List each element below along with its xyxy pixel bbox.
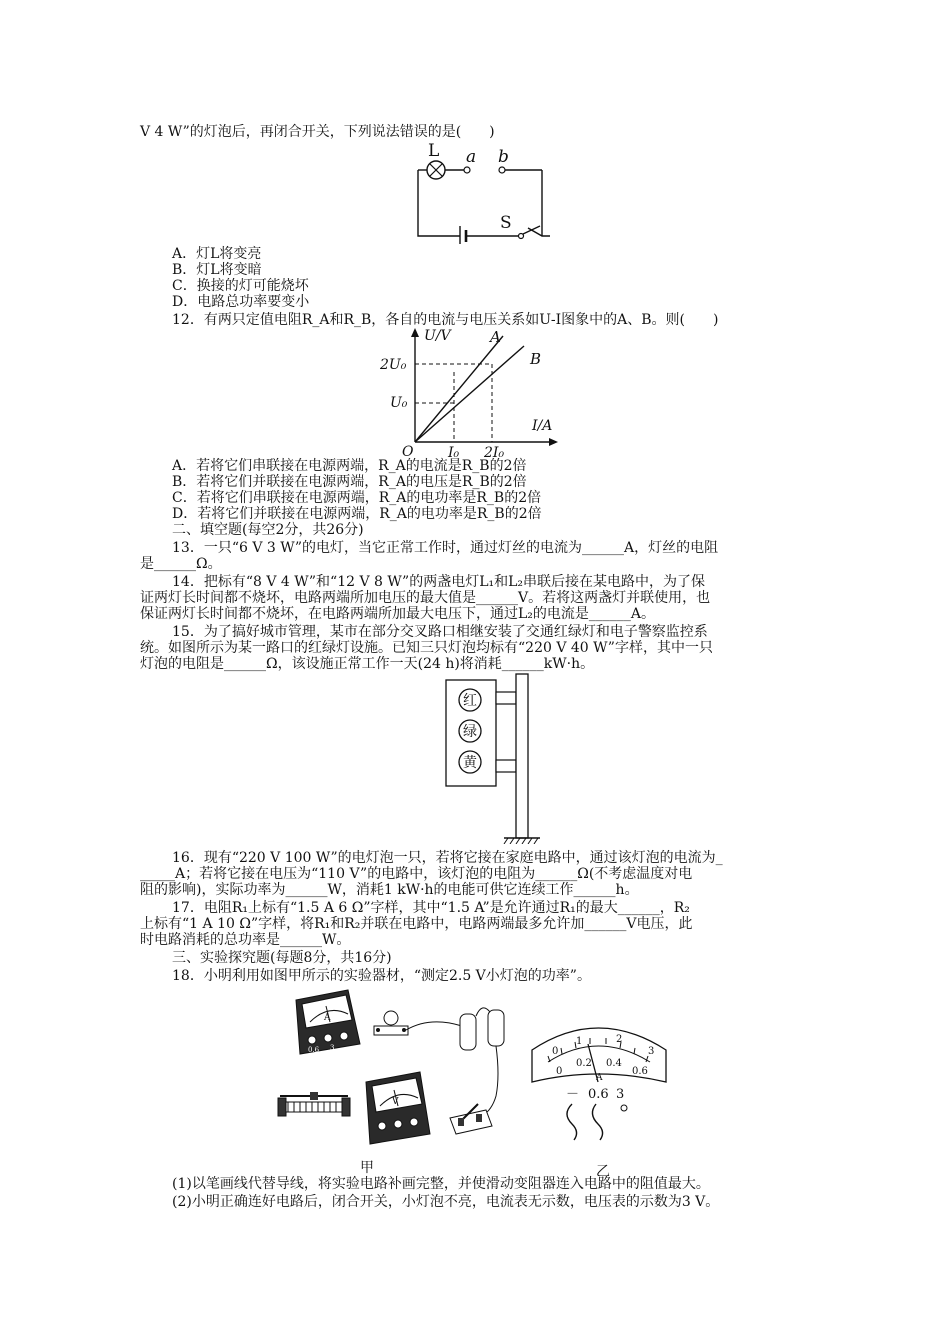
switch-icon — [519, 234, 524, 239]
q18-stem: 18．小明利用如图甲所示的实验器材，“测定2.5 V小灯泡的功率”。 — [172, 968, 591, 984]
q11-option-b: B．灯L将变暗 — [172, 262, 262, 278]
dial-bottom-04: 0.4 — [606, 1058, 622, 1069]
rheostat-device — [278, 1092, 350, 1116]
dial-bottom-06: 0.6 — [632, 1066, 648, 1077]
meter-v-label: V — [392, 1097, 399, 1107]
section-3-title: 三、实验探究题(每题8分，共16分) — [172, 950, 392, 966]
dial-top-0: 0 — [552, 1046, 559, 1057]
q15-line-3: 灯泡的电阻是______Ω，该设施正常工作一天(24 h)将消耗______kW·h。 — [140, 656, 595, 672]
q11-stem: V 4 W”的灯泡后，再闭合开关，下列说法错误的是( ) — [140, 124, 495, 140]
battery-cells — [460, 1008, 504, 1116]
line-A — [415, 336, 503, 442]
q12-stem: 12．有两只定值电阻R_A和R_B，各自的电流与电压关系如U-I图象中的A、B。则( ) — [172, 312, 719, 328]
label-S: S — [500, 213, 512, 233]
line-A-label: A — [490, 328, 501, 346]
q16-line-3: 阻的影响)，实际功率为______W，消耗1 kW·h的电能可供它连续工作______h。 — [140, 882, 639, 898]
dial-terminal-3: 3 — [616, 1087, 625, 1102]
x-axis-label: I/A — [532, 418, 553, 434]
ammeter-dial-figure — [532, 1028, 666, 1140]
dial-top-2: 2 — [616, 1034, 623, 1045]
ammeter-device — [296, 990, 360, 1054]
label-b: b — [498, 147, 509, 167]
q15-line-1: 15．为了搞好城市管理，某市在部分交叉路口相继安装了交通红绿灯和电子警察监控系 — [172, 624, 708, 640]
dial-bottom-0: 0 — [556, 1066, 563, 1077]
q18-part-1: (1)以笔画线代替导线，将实验电路补画完整，并使滑动变阻器连入电路中的阻值最大。 — [172, 1176, 710, 1192]
dial-bottom-02: 0.2 — [576, 1058, 592, 1069]
dial-top-1: 1 — [576, 1036, 583, 1047]
q12-option-d: D．若将它们并联接在电源两端，R_A的电功率是R_B的2倍 — [172, 506, 542, 522]
q12-option-a: A．若将它们串联接在电源两端，R_A的电流是R_B的2倍 — [172, 458, 527, 474]
y-axis-label: U/V — [424, 328, 451, 344]
voltmeter-device — [366, 1072, 430, 1144]
q16-line-1: 16．现有“220 V 100 W”的电灯泡一只，若将它接在家庭电路中，通过该灯泡的电流为_ — [172, 850, 723, 866]
label-yi: 乙 — [596, 1164, 610, 1176]
q17-line-1: 17．电阻R₁上标有“1.5 A 6 Ω”字样，其中“1.5 A”是允许通过R₁的最大______，R₂ — [172, 900, 690, 916]
tick-2u0: 2U₀ — [380, 357, 407, 373]
line-B-label: B — [530, 350, 542, 368]
q15-line-2: 统。如图所示为某一路口的红绿灯设施。已知三只灯泡均标有“220 V 40 W”字样，其中一只 — [140, 640, 713, 656]
q17-line-2: 上标有“1 A 10 Ω”字样，将R₁和R₂并联在电路中，电路两端最多允许加______V电压，此 — [140, 916, 693, 932]
dial-top-3: 3 — [648, 1046, 655, 1057]
meter-a-label: A — [324, 1013, 331, 1023]
q12-option-b: B．若将它们并联接在电源两端，R_A的电压是R_B的2倍 — [172, 474, 527, 490]
q12-option-c: C．若将它们串联接在电源两端，R_A的电功率是R_B的2倍 — [172, 490, 542, 506]
line-B — [415, 346, 524, 442]
traffic-light-figure — [440, 672, 540, 844]
q17-line-3: 时电路消耗的总功率是______W。 — [140, 932, 351, 948]
dial-unit: A — [596, 1073, 603, 1083]
q11-option-c: C．换接的灯可能烧坏 — [172, 278, 309, 294]
tick-i0: I₀ — [448, 445, 460, 458]
label-jia: 甲 — [360, 1160, 374, 1176]
ammeter-terminal-3: 3 — [330, 1044, 335, 1052]
q14-line-1: 14．把标有“8 V 4 W”和“12 V 8 W”的两盏电灯L₁和L₂串联后接在某电路中，为了保 — [172, 574, 706, 590]
q13-line-1: 13．一只“6 V 3 W”的电灯，当它正常工作时，通过灯丝的电流为______A，灯丝的电阻 — [172, 540, 719, 556]
label-L: L — [428, 141, 440, 161]
q11-option-d: D．电路总功率要变小 — [172, 294, 310, 310]
q18-part-2: (2)小明正确连好电路后，闭合开关，小灯泡不亮，电流表无示数，电压表的示数为3 V。 — [172, 1194, 720, 1210]
tick-u0: U₀ — [390, 395, 408, 411]
light-green-label: 绿 — [463, 724, 477, 740]
ammeter-terminal-06: 0.6 — [308, 1046, 320, 1054]
dial-terminal-06: 0.6 — [588, 1087, 609, 1102]
bulb-icon — [384, 1011, 398, 1025]
q13-line-2: 是______Ω。 — [140, 556, 222, 572]
knife-switch-device — [450, 1104, 492, 1134]
origin-label: O — [402, 444, 414, 458]
label-a: a — [466, 147, 477, 167]
q16-line-2: _____A；若将它接在电压为“110 V”的电路中，该灯泡的电阻为______Ω(不考虑温度对电 — [140, 866, 693, 882]
dial-terminal-minus: － — [566, 1087, 580, 1102]
q14-line-2: 证两灯长时间都不烧坏，电路两端所加电压的最大值是______V。若将这两盏灯并联使用，也 — [140, 590, 711, 606]
light-yellow-label: 黄 — [463, 755, 477, 771]
q14-line-3: 保证两灯长时间都不烧坏，在电路两端所加最大电压下，通过L₂的电流是______A。 — [140, 606, 656, 622]
q12-ui-graph — [372, 326, 572, 458]
q11-circuit-diagram — [400, 138, 550, 244]
q18-experiment-figure — [270, 986, 690, 1176]
tick-2i0: 2I₀ — [484, 445, 505, 458]
q11-option-a: A．灯L将变亮 — [172, 246, 262, 262]
section-2-title: 二、填空题(每空2分，共26分) — [172, 522, 364, 538]
bulb-holder — [374, 1011, 462, 1035]
light-red-label: 红 — [463, 693, 477, 709]
pole — [516, 674, 528, 838]
